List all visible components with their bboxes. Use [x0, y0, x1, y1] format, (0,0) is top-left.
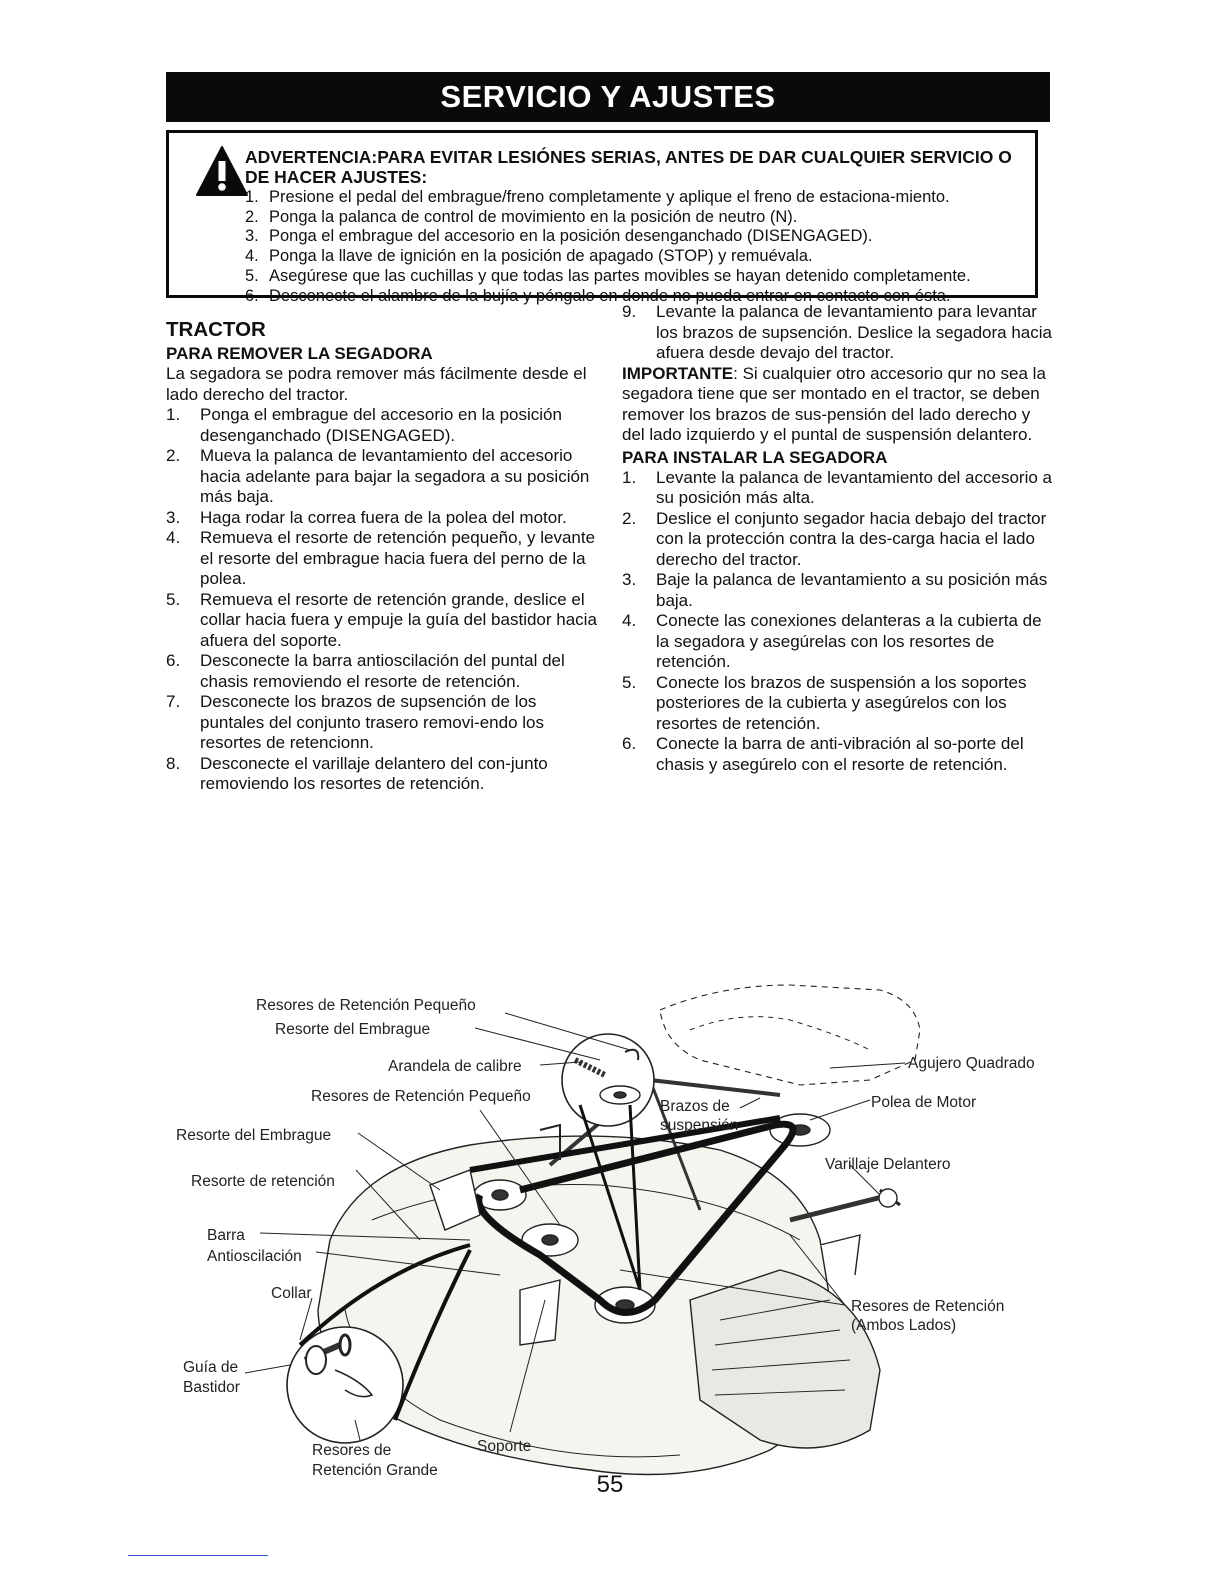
label-large-retention-spring-2: Retención Grande [312, 1462, 438, 1479]
footer-link-line [128, 1555, 268, 1556]
label-square-hole: Agujero Quadrado [908, 1055, 1035, 1072]
step-text: Ponga el embrague del accesorio en la posición desenganchado (DISENGAGED). [200, 405, 562, 445]
step-number: 3. [166, 507, 181, 527]
item-text: Presione el pedal del embrague/freno completamente y aplique el freno de estaciona-miento. [269, 188, 950, 206]
item-text: Ponga la palanca de control de movimiento en la posición de neutro (N). [269, 207, 798, 226]
warning-title: ADVERTENCIA:PARA EVITAR LESIÓNES SERIAS, ANTES DE DAR CUALQUIER SERVICIO O DE HACER AJUSTES: [245, 147, 1012, 187]
step-text: Desconecte los brazos de supsención de los puntales del conjunto trasero removi-endo los resortes de retencionn. [200, 692, 544, 752]
warning-triangle-icon [195, 145, 249, 199]
label-bracket: Soporte [477, 1438, 532, 1455]
step-text: Remueva el resorte de retención pequeño, y levante el resorte del embrague hacia fuera del perno de la polea. [200, 528, 596, 588]
important-label: IMPORTANTE [622, 363, 734, 383]
label-clutch-spring-2: Resorte del Embrague [176, 1127, 332, 1144]
step-item [166, 692, 598, 754]
step-number: 6. [622, 734, 637, 753]
warning-item [245, 208, 1025, 228]
label-frame-guide: Guía de [183, 1359, 239, 1376]
step-text: Deslice el conjunto segador hacia debajo del tractor con la protección contra la des-carga hacia el lado derecho del tractor. [656, 508, 1047, 569]
step-item [166, 651, 598, 692]
label-small-retention-spring: Resores de Retención Pequeño [256, 997, 476, 1014]
step-number: 9. [622, 302, 637, 321]
warning-item [245, 267, 1025, 287]
step-number: 6. [166, 651, 181, 670]
step-number: 2. [166, 446, 181, 465]
step-item [166, 508, 598, 529]
inset-collar [287, 1327, 403, 1443]
step-item [166, 405, 598, 446]
step-text: Conecte la barra de anti-vibración al so-porte del chasis y asegúrelo con el resorte de retención. [656, 734, 1024, 774]
label-collar: Collar [271, 1285, 312, 1302]
label-clutch-spring: Resorte del Embrague [275, 1021, 431, 1038]
item-number: 2. [245, 207, 259, 226]
label-retention-springs-both-2: (Ambos Lados) [851, 1317, 957, 1334]
step-item [166, 590, 598, 652]
step-text: Desconecte el varillaje delantero del con-junto removiendo los resortes de retención. [200, 753, 548, 793]
step-number: 5. [622, 672, 637, 692]
label-anti-sway-bar-2: Antioscilación [207, 1248, 302, 1265]
step-text: Conecte los brazos de suspensión a los soportes posteriores de la cubierta y asegúrelos con los resortes de retención. [656, 672, 1027, 733]
step-text: Mueva la palanca de levantamiento del accesorio hacia adelante para bajar la segadora a su posición más baja. [200, 446, 590, 506]
step-item [622, 570, 1052, 611]
step-item [166, 754, 598, 795]
step-number: 8. [166, 753, 181, 773]
step-item [622, 734, 1052, 775]
step-item [622, 673, 1052, 735]
mower-deck-diagram [0, 960, 1224, 1500]
warning-item [245, 227, 1025, 247]
remove-intro: La segadora se podra remover más fácilmente desde el lado derecho del tractor. [166, 364, 587, 404]
step-number: 1. [166, 405, 181, 424]
step-number: 4. [166, 528, 181, 547]
step-number: 1. [622, 467, 637, 487]
step-text: Desconecte la barra antioscilación del puntal del chasis removiendo el resorte de retención. [200, 651, 565, 691]
page-number: 55 [596, 1471, 624, 1498]
item-text: Asegúrese que las cuchillas y que todas las partes movibles se hayan detenido completamente. [269, 266, 971, 285]
remove-mower-title: PARA REMOVER LA SEGADORA [166, 344, 433, 363]
label-anti-sway-bar: Barra [207, 1227, 245, 1244]
step-number: 7. [166, 692, 181, 711]
step-text: Baje la palanca de levantamiento a su posición más baja. [656, 570, 1048, 610]
label-suspension-arms-2: suspensión [660, 1117, 739, 1134]
label-retention-spring: Resorte de retención [191, 1173, 335, 1190]
step-item [622, 611, 1052, 673]
item-number: 4. [245, 247, 259, 266]
warning-list [245, 188, 1025, 306]
section-title: TRACTOR [166, 318, 266, 341]
step-number: 4. [622, 611, 637, 630]
step-text: Conecte las conexiones delanteras a la cubierta de la segadora y asegúrelas con los resortes de retención. [656, 611, 1042, 671]
page-title: SERVICIO Y AJUSTES [166, 72, 1050, 122]
label-retention-springs-both: Resores de Retención [851, 1298, 1005, 1315]
step-item [166, 446, 598, 508]
step-text: Remueva el resorte de retención grande, deslice el collar hacia fuera y empuje la guía del bastidor hacia afuera del soporte. [200, 589, 597, 650]
step-text: Levante la palanca de levantamiento del accesorio a su posición más alta. [656, 467, 1052, 507]
label-engine-pulley: Polea de Motor [871, 1094, 977, 1111]
label-large-retention-spring: Resores de [312, 1442, 392, 1459]
remove-steps [166, 405, 598, 795]
install-steps [622, 468, 1052, 776]
important-note [622, 364, 1052, 446]
item-number: 6. [245, 286, 259, 305]
label-frame-guide-2: Bastidor [183, 1379, 240, 1396]
label-small-retention-spring-2: Resores de Retención Pequeño [311, 1088, 531, 1105]
warning-item [245, 247, 1025, 267]
important-text: : Si cualquier otro accesorio qur no sea la segadora tiene que ser montado en el tractor, se deben remover los brazos de sus-pensión del lado derecho y del lado izquierdo y el puntal de suspensión delantero. [622, 363, 1046, 444]
inset-clutch-spring [562, 1034, 654, 1126]
install-mower-title: PARA INSTALAR LA SEGADORA [622, 447, 888, 467]
item-number: 5. [245, 266, 259, 285]
step-text: Levante la palanca de levantamiento para levantar los brazos de supsención. Deslice la segadora hacia afuera desde devajo del tractor. [656, 302, 1052, 362]
step-text: Haga rodar la correa fuera de la polea del motor. [200, 507, 567, 527]
right-column [622, 302, 1052, 775]
remove-steps-continued [622, 302, 1052, 364]
step-number: 5. [166, 589, 181, 609]
item-text: Desconecte el alambre de la bujía y póngalo en donde no pueda entrar en contacto con ésta. [269, 286, 951, 305]
item-text: Ponga el embrague del accesorio en la posición desenganchado (DISENGAGED). [269, 227, 873, 246]
step-number: 2. [622, 508, 637, 528]
step-item [622, 509, 1052, 571]
left-column [166, 302, 598, 795]
label-washer: Arandela de calibre [388, 1058, 522, 1075]
step-number: 3. [622, 570, 637, 589]
step-item [166, 528, 598, 590]
step-item [622, 468, 1052, 509]
item-number: 1. [245, 188, 259, 206]
warning-item [245, 188, 1025, 208]
item-text: Ponga la llave de ignición en la posición de apagado (STOP) y remuévala. [269, 247, 813, 266]
warning-box [166, 130, 1038, 305]
label-suspension-arms: Brazos de [660, 1098, 730, 1115]
item-number: 3. [245, 227, 259, 246]
step-item [622, 302, 1052, 364]
label-front-linkage: Varillaje Delantero [825, 1156, 951, 1173]
